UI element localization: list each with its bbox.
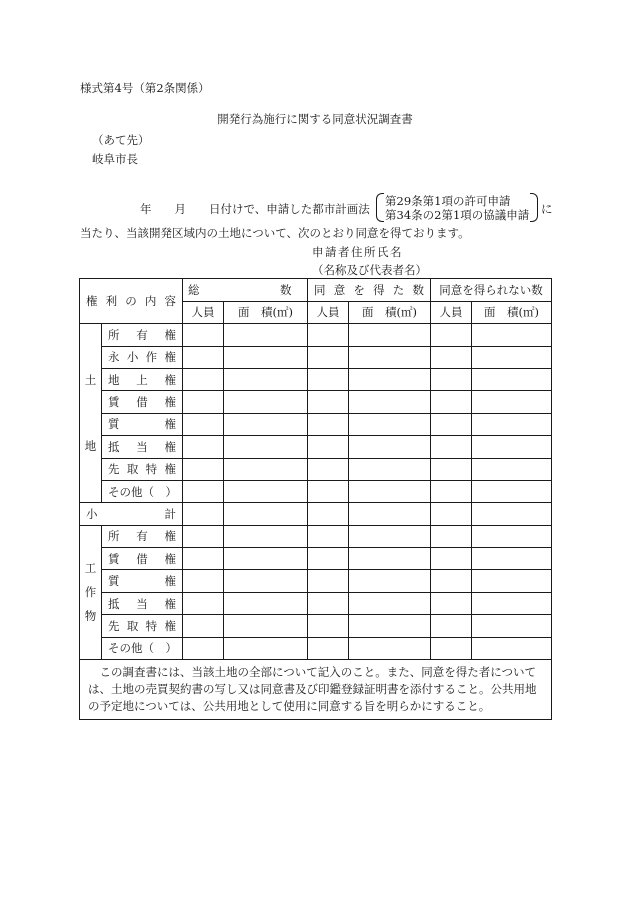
- area-cell[interactable]: [224, 368, 308, 390]
- people-cell[interactable]: [183, 391, 224, 413]
- people-cell[interactable]: [308, 458, 349, 480]
- document-title: 開発行為施行に関する同意状況調査書: [217, 112, 413, 126]
- area-cell[interactable]: [472, 525, 552, 547]
- consent-survey-table: [79, 278, 552, 720]
- area-cell[interactable]: [349, 436, 431, 458]
- form-number: 様式第4号（第2条関係）: [80, 81, 210, 95]
- people-cell[interactable]: [431, 458, 472, 480]
- area-cell[interactable]: [472, 324, 552, 346]
- people-cell[interactable]: [431, 637, 472, 659]
- area-header: 面 積(㎡): [472, 301, 552, 324]
- area-cell[interactable]: [349, 570, 431, 592]
- people-cell[interactable]: [431, 413, 472, 435]
- people-cell[interactable]: [308, 503, 349, 525]
- people-cell[interactable]: [308, 368, 349, 390]
- area-cell[interactable]: [224, 436, 308, 458]
- area-cell[interactable]: [224, 413, 308, 435]
- people-cell[interactable]: [308, 436, 349, 458]
- people-cell[interactable]: [308, 346, 349, 368]
- area-header: 面 積(㎡): [349, 301, 431, 324]
- structure-right-label: その他（ ）: [102, 637, 183, 659]
- people-cell[interactable]: [308, 525, 349, 547]
- applicant-label: 申請者住所氏名: [312, 245, 403, 259]
- area-cell[interactable]: [224, 548, 308, 570]
- area-cell[interactable]: [224, 525, 308, 547]
- structure-right-label: 所有権: [102, 525, 183, 547]
- area-cell[interactable]: [224, 637, 308, 659]
- people-cell[interactable]: [183, 548, 224, 570]
- structure-right-label: 先取特権: [102, 615, 183, 637]
- people-cell[interactable]: [308, 570, 349, 592]
- intro-suffix: に: [541, 202, 553, 216]
- area-cell[interactable]: [349, 346, 431, 368]
- land-right-label: 先取特権: [102, 458, 183, 480]
- area-cell[interactable]: [349, 503, 431, 525]
- people-cell[interactable]: [183, 503, 224, 525]
- rights-header: 権利の内容: [80, 279, 183, 324]
- land-right-label: その他（ ）: [102, 480, 183, 502]
- area-cell[interactable]: [349, 480, 431, 502]
- group-consent-header: 同意を得た数: [308, 279, 431, 302]
- people-cell[interactable]: [431, 436, 472, 458]
- area-cell[interactable]: [349, 592, 431, 614]
- people-cell[interactable]: [183, 570, 224, 592]
- people-cell[interactable]: [183, 368, 224, 390]
- bracket-left: [376, 193, 384, 222]
- people-cell[interactable]: [183, 436, 224, 458]
- land-right-label: 地上権: [102, 368, 183, 390]
- area-cell[interactable]: [224, 503, 308, 525]
- land-right-label: 質権: [102, 413, 183, 435]
- area-cell[interactable]: [224, 592, 308, 614]
- area-cell[interactable]: [472, 346, 552, 368]
- people-cell[interactable]: [431, 324, 472, 346]
- area-cell[interactable]: [472, 458, 552, 480]
- area-cell[interactable]: [224, 480, 308, 502]
- area-cell[interactable]: [349, 413, 431, 435]
- land-right-label: 所有権: [102, 324, 183, 346]
- area-cell[interactable]: [349, 525, 431, 547]
- land-right-label: 永小作権: [102, 346, 183, 368]
- people-cell[interactable]: [308, 615, 349, 637]
- people-cell[interactable]: [431, 503, 472, 525]
- group-total-header: 総 数: [183, 279, 308, 302]
- people-cell[interactable]: [183, 458, 224, 480]
- land-group-label: 土 地: [80, 324, 102, 503]
- people-cell[interactable]: [183, 480, 224, 502]
- people-cell[interactable]: [183, 346, 224, 368]
- subtotal-label: 小 計: [80, 503, 183, 525]
- people-cell[interactable]: [431, 368, 472, 390]
- people-header: 人員: [308, 301, 349, 324]
- area-cell[interactable]: [472, 615, 552, 637]
- area-cell[interactable]: [349, 458, 431, 480]
- area-cell[interactable]: [224, 570, 308, 592]
- people-cell[interactable]: [183, 413, 224, 435]
- area-cell[interactable]: [472, 480, 552, 502]
- area-cell[interactable]: [349, 391, 431, 413]
- instructions-note: この調査書には、当該土地の全部について記入のこと。また、同意を得た者については、土地の売買契約書の写し又は同意書及び印鑑登録証明書を添付すること。公共用地の予定地については、公共用地として使用に同意する旨を明らかにすること。: [80, 660, 552, 720]
- people-cell[interactable]: [308, 324, 349, 346]
- people-cell[interactable]: [183, 525, 224, 547]
- structure-right-label: 抵当権: [102, 592, 183, 614]
- area-cell[interactable]: [472, 368, 552, 390]
- area-cell[interactable]: [472, 391, 552, 413]
- area-cell[interactable]: [349, 368, 431, 390]
- area-cell[interactable]: [349, 324, 431, 346]
- people-cell[interactable]: [308, 592, 349, 614]
- area-cell[interactable]: [224, 324, 308, 346]
- addressee-name: 岐阜市長: [92, 152, 138, 166]
- area-header: 面 積(㎡): [224, 301, 308, 324]
- people-cell[interactable]: [431, 548, 472, 570]
- area-cell[interactable]: [472, 637, 552, 659]
- addressee-label: （あて先）: [92, 133, 150, 147]
- people-cell[interactable]: [308, 637, 349, 659]
- area-cell[interactable]: [224, 458, 308, 480]
- structure-right-label: 質権: [102, 570, 183, 592]
- structure-group-label: 工 作 物: [80, 525, 102, 659]
- bracket-right: [530, 193, 538, 222]
- people-cell[interactable]: [308, 480, 349, 502]
- people-cell[interactable]: [431, 592, 472, 614]
- people-header: 人員: [183, 301, 224, 324]
- people-cell[interactable]: [431, 615, 472, 637]
- area-cell[interactable]: [472, 503, 552, 525]
- group-no-consent-header: 同意を得られない数: [431, 279, 552, 302]
- people-cell[interactable]: [183, 615, 224, 637]
- area-cell[interactable]: [349, 548, 431, 570]
- people-cell[interactable]: [183, 637, 224, 659]
- area-cell[interactable]: [224, 391, 308, 413]
- application-option-permit: 第29条第1項の許可申請: [385, 194, 511, 208]
- people-cell[interactable]: [431, 391, 472, 413]
- land-right-label: 抵当権: [102, 436, 183, 458]
- area-cell[interactable]: [349, 615, 431, 637]
- area-cell[interactable]: [224, 346, 308, 368]
- people-cell[interactable]: [183, 324, 224, 346]
- people-cell[interactable]: [183, 592, 224, 614]
- area-cell[interactable]: [472, 548, 552, 570]
- intro-text-line2: 当たり、当該開発区域内の土地について、次のとおり同意を得ております。: [80, 226, 470, 240]
- people-header: 人員: [431, 301, 472, 324]
- applicant-sub-label: （名称及び代表者名）: [312, 263, 427, 277]
- intro-text: 年 月 日付けで、申請した都市計画法: [140, 202, 370, 216]
- people-cell[interactable]: [308, 391, 349, 413]
- area-cell[interactable]: [472, 570, 552, 592]
- people-cell[interactable]: [431, 346, 472, 368]
- people-cell[interactable]: [308, 548, 349, 570]
- area-cell[interactable]: [224, 615, 308, 637]
- land-right-label: 賃借権: [102, 391, 183, 413]
- area-cell[interactable]: [472, 436, 552, 458]
- application-option-consultation: 第34条の2第1項の協議申請: [385, 208, 530, 222]
- structure-right-label: 賃借権: [102, 548, 183, 570]
- area-cell[interactable]: [472, 413, 552, 435]
- area-cell[interactable]: [472, 592, 552, 614]
- area-cell[interactable]: [349, 637, 431, 659]
- people-cell[interactable]: [308, 413, 349, 435]
- people-cell[interactable]: [431, 525, 472, 547]
- people-cell[interactable]: [431, 480, 472, 502]
- people-cell[interactable]: [431, 570, 472, 592]
